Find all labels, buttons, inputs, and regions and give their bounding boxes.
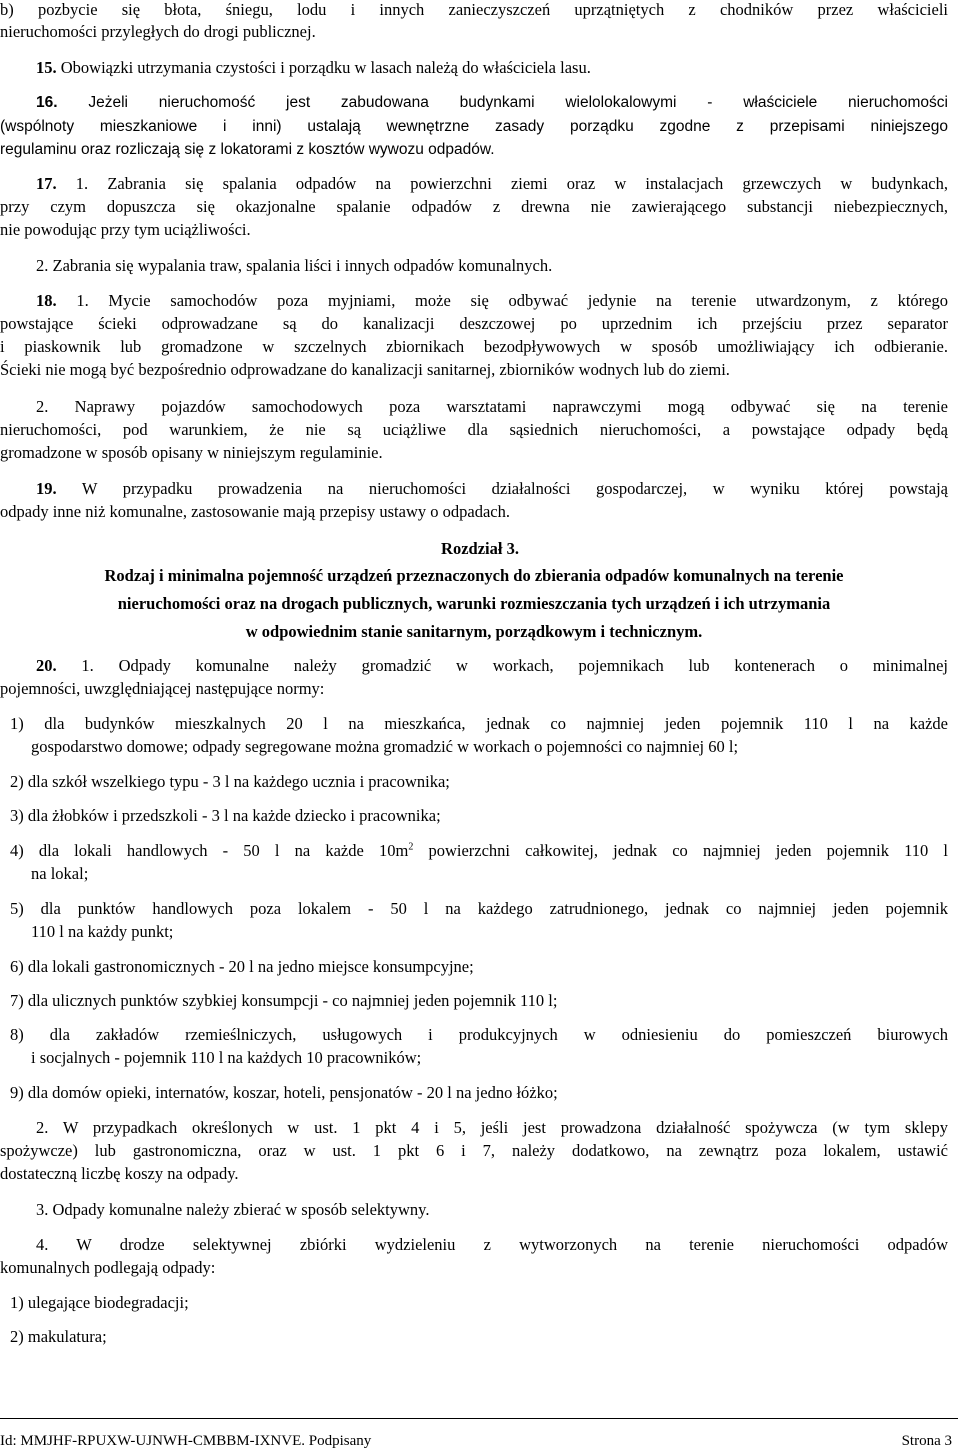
chapter-heading-line: nieruchomości oraz na drogach publicznych, warunki rozmieszczania tych urządzeń i ich utrzymania bbox=[117, 594, 831, 613]
text-line: komunalnych podlegają odpady: bbox=[0, 1258, 216, 1277]
footer-divider bbox=[0, 1418, 958, 1419]
text-line: dostateczną liczbę koszy na odpady. bbox=[0, 1164, 239, 1183]
section-number: 20. bbox=[36, 656, 57, 675]
list-item: 2) makulatura; bbox=[10, 1327, 107, 1346]
list-item: 2) dla szkół wszelkiego typu - 3 l na każdego ucznia i pracownika; bbox=[10, 772, 450, 791]
paragraph-17 bbox=[36, 174, 948, 194]
list-item: 1) ulegające biodegradacji; bbox=[10, 1293, 189, 1312]
text-line: 1. Mycie samochodów poza myjniami, może się odbywać jedynie na terenie utwardzonym, z którego bbox=[56, 291, 948, 310]
text-line: Obowiązki utrzymania czystości i porządku w lasach należą do właściciela lasu. bbox=[56, 58, 591, 77]
text-line: nie powodując przy tym uciążliwości. bbox=[0, 220, 251, 239]
section-number: 17. bbox=[36, 174, 57, 193]
text-line: 2. W przypadkach określonych w ust. 1 pkt 4 i 5, jeśli jest prowadzona działalność spożywcza (w tym sklepy bbox=[36, 1118, 948, 1137]
section-number: 15. bbox=[36, 58, 57, 77]
section-number: 18. bbox=[36, 291, 57, 310]
text-line: 4. W drodze selektywnej zbiórki wydzieleniu z wytworzonych na terenie nieruchomości odpadów bbox=[36, 1235, 948, 1254]
chapter-heading-line: Rodzaj i minimalna pojemność urządzeń przeznaczonych do zbierania odpadów komunalnych na terenie bbox=[104, 566, 844, 585]
list-item: 5) dla punktów handlowych poza lokalem - 50 l na każdego zatrudnionego, jednak co najmniej jeden pojemnik bbox=[10, 899, 948, 918]
footer-page-number: Strona 3 bbox=[901, 1433, 952, 1449]
text-line: (wspólnoty mieszkaniowe i inni) ustalają wewnętrzne zasady porządku zgodne z przepisami niniejszego bbox=[0, 118, 948, 135]
chapter-heading-line: w odpowiednim stanie sanitarnym, porządkowym i technicznym. bbox=[245, 622, 703, 641]
text-line: b) pozbycie się błota, śniegu, lodu i innych zanieczyszczeń uprzątniętych z chodników przez właścicieli bbox=[0, 0, 948, 19]
chapter-title: Rozdział 3. bbox=[441, 539, 519, 558]
text-line: Ścieki nie mogą być bezpośrednio odprowadzane do kanalizacji sanitarnej, zbiorników wodnych lub do ziemi. bbox=[0, 360, 730, 379]
list-item: 7) dla ulicznych punktów szybkiej konsumpcji - co najmniej jeden pojemnik 110 l; bbox=[10, 991, 558, 1010]
list-item: 6) dla lokali gastronomicznych - 20 l na jedno miejsce konsumpcyjne; bbox=[10, 957, 474, 976]
text-line: i piaskownik lub gromadzone w szczelnych zbiornikach bezodpływowych w sposób umożliwiający ich odbieranie. bbox=[0, 337, 948, 356]
footer-document-id: Id: MMJHF-RPUXW-UJNWH-CMBBM-IXNVE. Podpisany bbox=[0, 1433, 372, 1449]
section-number: 16. bbox=[36, 94, 58, 111]
paragraph-16 bbox=[36, 93, 948, 113]
paragraph-19 bbox=[36, 479, 948, 499]
text-line: na lokal; bbox=[31, 864, 89, 883]
text-line: odpady inne niż komunalne, zastosowanie mają przepisy ustawy o odpadach. bbox=[0, 502, 510, 521]
paragraph-18 bbox=[36, 291, 948, 311]
text-line: pojemności, uwzględniającej następujące normy: bbox=[0, 679, 325, 698]
text-line: gromadzone w sposób opisany w niniejszym regulaminie. bbox=[0, 443, 383, 462]
paragraph-20 bbox=[36, 656, 948, 676]
text-line: 2. Naprawy pojazdów samochodowych poza warsztatami naprawczymi mogą odbywać się na terenie bbox=[36, 397, 948, 416]
text-line: 1. Zabrania się spalania odpadów na powierzchni ziemi oraz w instalacjach grzewczych w budynkach, bbox=[56, 174, 948, 193]
text-line: przy czym dopuszcza się okazjonalne spalanie odpadów z drewna nie zawierającego substancji niebezpiecznych, bbox=[0, 197, 948, 216]
text-line: nieruchomości przyległych do drogi publicznej. bbox=[0, 22, 316, 41]
superscript: 2 bbox=[408, 841, 414, 853]
text-line: 4) dla lokali handlowych - 50 l na każde 10m bbox=[10, 841, 409, 860]
list-item: 1) dla budynków mieszkalnych 20 l na mieszkańca, jednak co najmniej jeden pojemnik 110 l na każde bbox=[10, 714, 948, 733]
paragraph-15 bbox=[36, 58, 936, 78]
text-line: W przypadku prowadzenia na nieruchomości działalności gospodarczej, w wyniku której powstają bbox=[56, 479, 948, 498]
text-line: 2. Zabrania się wypalania traw, spalania liści i innych odpadów komunalnych. bbox=[36, 256, 553, 275]
section-number: 19. bbox=[36, 479, 57, 498]
text-line: powstające ścieki odprowadzane są do kanalizacji deszczowej po uprzednim ich przejściu przez separator bbox=[0, 314, 948, 333]
list-item: 8) dla zakładów rzemieślniczych, usługowych i produkcyjnych w odniesieniu do pomieszczeń biurowych bbox=[10, 1025, 948, 1044]
text-line: 110 l na każdy punkt; bbox=[31, 922, 174, 941]
text-line: i socjalnych - pojemnik 110 l na każdych 10 pracowników; bbox=[31, 1048, 422, 1067]
list-item: 3) dla żłobków i przedszkoli - 3 l na każde dziecko i pracownika; bbox=[10, 806, 441, 825]
text-line: Jeżeli nieruchomość jest zabudowana budynkami wielolokalowymi - właściciele nieruchomości bbox=[57, 94, 948, 111]
list-item bbox=[10, 841, 948, 861]
text-line: 3. Odpady komunalne należy zbierać w sposób selektywny. bbox=[36, 1200, 430, 1219]
text-line: powierzchni całkowitej, jednak co najmniej jeden pojemnik 110 l bbox=[413, 841, 948, 860]
text-line: regulaminu oraz rozliczają się z lokatorami z kosztów wywozu odpadów. bbox=[0, 141, 495, 158]
text-line: gospodarstwo domowe; odpady segregowane można gromadzić w workach o pojemności co najmniej 60 l; bbox=[31, 737, 739, 756]
text-line: spożywcze) lub gastronomiczna, oraz w ust. 1 pkt 6 i 7, należy dodatkowo, na zewnątrz poza lokalem, ustawić bbox=[0, 1141, 948, 1160]
text-line: nieruchomości, pod warunkiem, że nie są uciążliwe dla sąsiednich nieruchomości, a powstające odpady będą bbox=[0, 420, 948, 439]
list-item: 9) dla domów opieki, internatów, koszar, hoteli, pensjonatów - 20 l na jedno łóżko; bbox=[10, 1083, 558, 1102]
text-line: 1. Odpady komunalne należy gromadzić w workach, pojemnikach lub kontenerach o minimalnej bbox=[56, 656, 948, 675]
